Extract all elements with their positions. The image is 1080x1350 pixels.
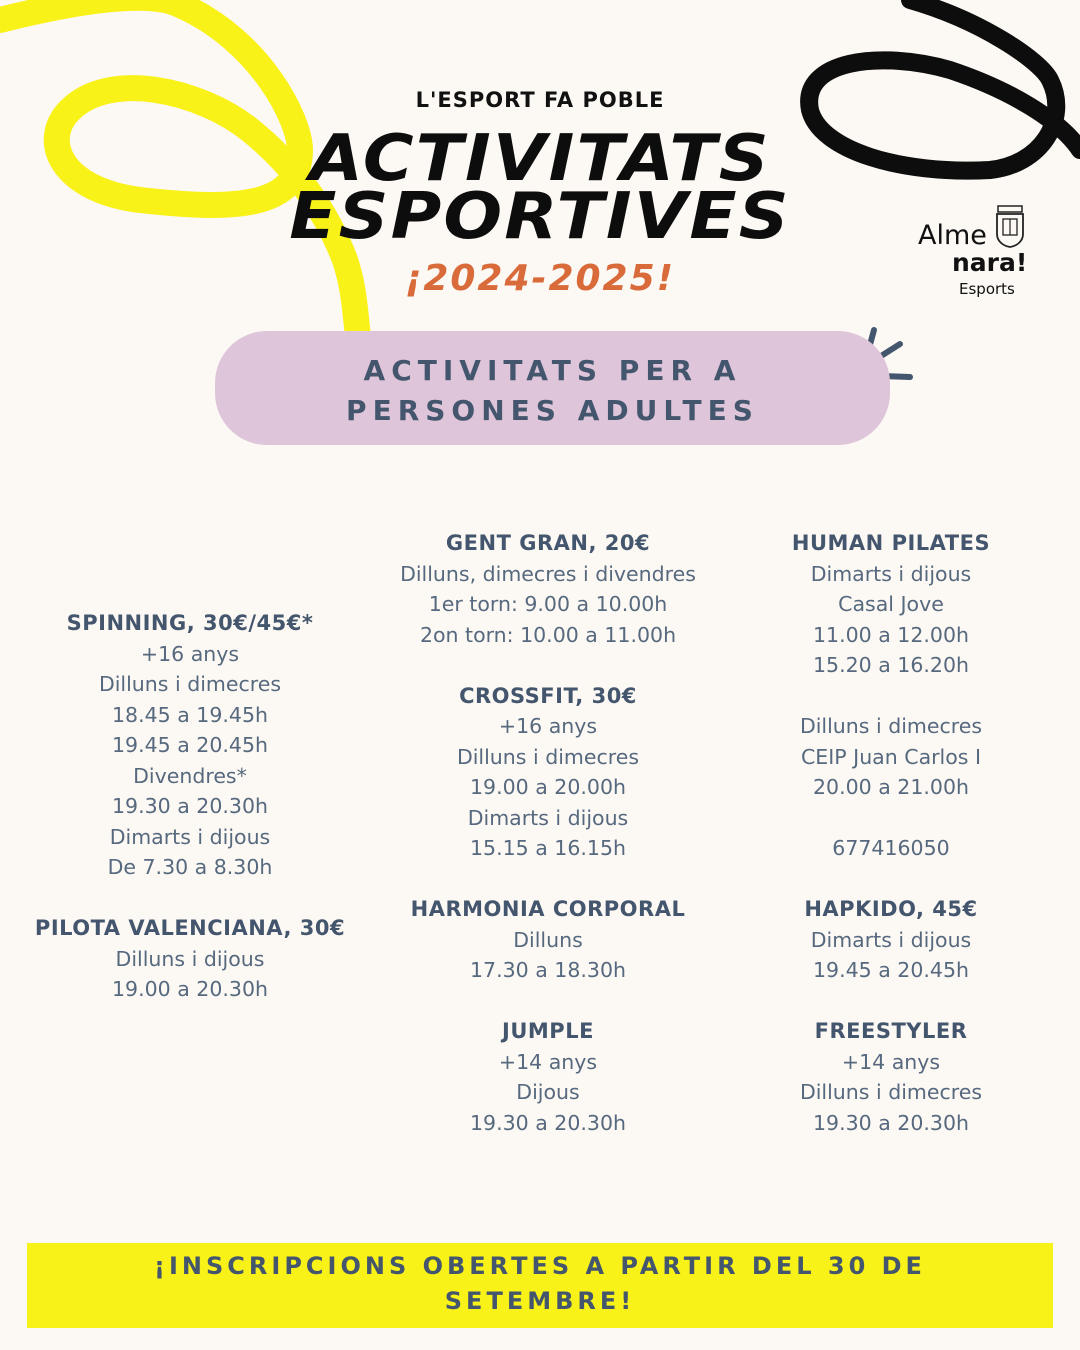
activity-block bbox=[722, 894, 1060, 986]
activity-detail: Dimarts i dijous bbox=[810, 927, 972, 952]
activity-detail: Dilluns, dimecres i divendres bbox=[400, 561, 696, 586]
section-title bbox=[215, 351, 890, 431]
activity-detail: 20.00 a 21.00h bbox=[813, 775, 969, 799]
activity-block bbox=[378, 681, 718, 864]
activity-block bbox=[722, 528, 1060, 864]
activity-detail: 2on torn: 10.00 a 11.00h bbox=[419, 622, 677, 647]
column-center bbox=[378, 528, 718, 1138]
activity-detail: Dimarts i dijous bbox=[109, 824, 271, 849]
activity-detail: +14 anys bbox=[841, 1049, 941, 1074]
activity-detail: Dilluns i dimecres bbox=[799, 714, 983, 738]
block-spacer bbox=[378, 864, 718, 895]
activity-title: HARMONIA CORPORAL bbox=[410, 897, 686, 921]
section-title-line-2: PERSONES ADULTES bbox=[346, 394, 759, 427]
logo-text-top: Alme bbox=[918, 220, 987, 251]
municipality-logo bbox=[918, 204, 1030, 300]
activity-detail: 19.45 a 20.45h bbox=[813, 958, 969, 982]
activity-block bbox=[378, 1016, 718, 1138]
activity-title: PILOTA VALENCIANA, 30€ bbox=[34, 916, 346, 940]
activity-title: JUMPLE bbox=[502, 1019, 594, 1043]
activity-detail: Dimarts i dijous bbox=[810, 561, 972, 586]
activity-block bbox=[378, 894, 718, 986]
block-spacer bbox=[378, 650, 718, 681]
registration-line-2: SETEMBRE! bbox=[444, 1287, 636, 1315]
activity-title: GENT GRAN, 20€ bbox=[445, 531, 651, 555]
activity-detail: +16 anys bbox=[498, 714, 598, 738]
activity-detail: Casal Jove bbox=[838, 592, 944, 616]
activity-detail: 19.45 a 20.45h bbox=[112, 733, 268, 757]
activity-detail: CEIP Juan Carlos I bbox=[800, 744, 982, 769]
activity-detail: Divendres* bbox=[133, 763, 247, 788]
activity-block bbox=[378, 528, 718, 650]
activity-title: HAPKIDO, 45€ bbox=[804, 897, 978, 921]
registration-line-1: ¡INSCRIPCIONS OBERTES A PARTIR DEL 30 DE bbox=[154, 1252, 926, 1280]
activity-detail: 15.20 a 16.20h bbox=[813, 653, 969, 677]
logo-subtitle: Esports bbox=[959, 280, 1015, 298]
activity-title: CROSSFIT, 30€ bbox=[459, 683, 637, 708]
activity-detail: Dilluns i dimecres bbox=[98, 672, 282, 696]
section-title-line-1: ACTIVITATS PER A bbox=[363, 354, 742, 387]
block-spacer bbox=[20, 883, 360, 914]
activity-detail: 11.00 a 12.00h bbox=[813, 622, 969, 647]
title-line-1: ACTIVITATS bbox=[309, 122, 771, 196]
activity-detail: +14 anys bbox=[498, 1049, 598, 1074]
activity-detail: 19.00 a 20.00h bbox=[470, 775, 626, 799]
block-spacer bbox=[722, 864, 1060, 895]
activity-detail: +16 anys bbox=[140, 641, 240, 666]
activity-detail: 19.30 a 20.30h bbox=[813, 1110, 969, 1135]
tagline: L'ESPORT FA POBLE bbox=[415, 88, 665, 112]
activity-title: FREESTYLER bbox=[814, 1019, 968, 1043]
blank-line bbox=[722, 681, 1060, 712]
block-spacer bbox=[722, 986, 1060, 1017]
shield-icon bbox=[994, 204, 1026, 248]
activity-title: HUMAN PILATES bbox=[791, 531, 991, 555]
season-year: ¡2024-2025! bbox=[404, 258, 676, 299]
column-left bbox=[20, 608, 360, 1005]
activity-detail: 19.30 a 20.30h bbox=[470, 1110, 626, 1135]
column-right bbox=[722, 528, 1060, 1138]
activity-detail: 17.30 a 18.30h bbox=[470, 958, 626, 982]
title-line-2: ESPORTIVES bbox=[289, 180, 791, 254]
activity-detail: Dilluns i dijous bbox=[115, 946, 265, 971]
activity-detail: 18.45 a 19.45h bbox=[112, 702, 268, 727]
activity-detail: Dilluns bbox=[513, 927, 583, 952]
blank-line bbox=[722, 803, 1060, 834]
registration-banner bbox=[27, 1243, 1053, 1328]
logo-text-bottom: nara! bbox=[952, 248, 1028, 277]
activity-detail: De 7.30 a 8.30h bbox=[107, 855, 273, 879]
activity-detail: 1er torn: 9.00 a 10.00h bbox=[428, 592, 668, 616]
activity-block bbox=[20, 913, 360, 1005]
activity-detail: 19.00 a 20.30h bbox=[112, 977, 268, 1001]
activity-detail: Dilluns i dimecres bbox=[799, 1080, 983, 1104]
activity-detail: 677416050 bbox=[832, 836, 950, 860]
activity-detail: Dijous bbox=[516, 1080, 580, 1104]
activity-title: SPINNING, 30€/45€* bbox=[66, 611, 314, 635]
activity-detail: Dilluns i dimecres bbox=[456, 744, 640, 769]
section-banner bbox=[215, 331, 890, 445]
activity-block bbox=[20, 608, 360, 883]
registration-text bbox=[27, 1249, 1053, 1319]
activity-detail: 15.15 a 16.15h bbox=[470, 836, 626, 860]
activity-detail: 19.30 a 20.30h bbox=[112, 794, 268, 818]
activity-detail: Dimarts i dijous bbox=[467, 805, 629, 830]
activity-block bbox=[722, 1016, 1060, 1138]
block-spacer bbox=[378, 986, 718, 1017]
